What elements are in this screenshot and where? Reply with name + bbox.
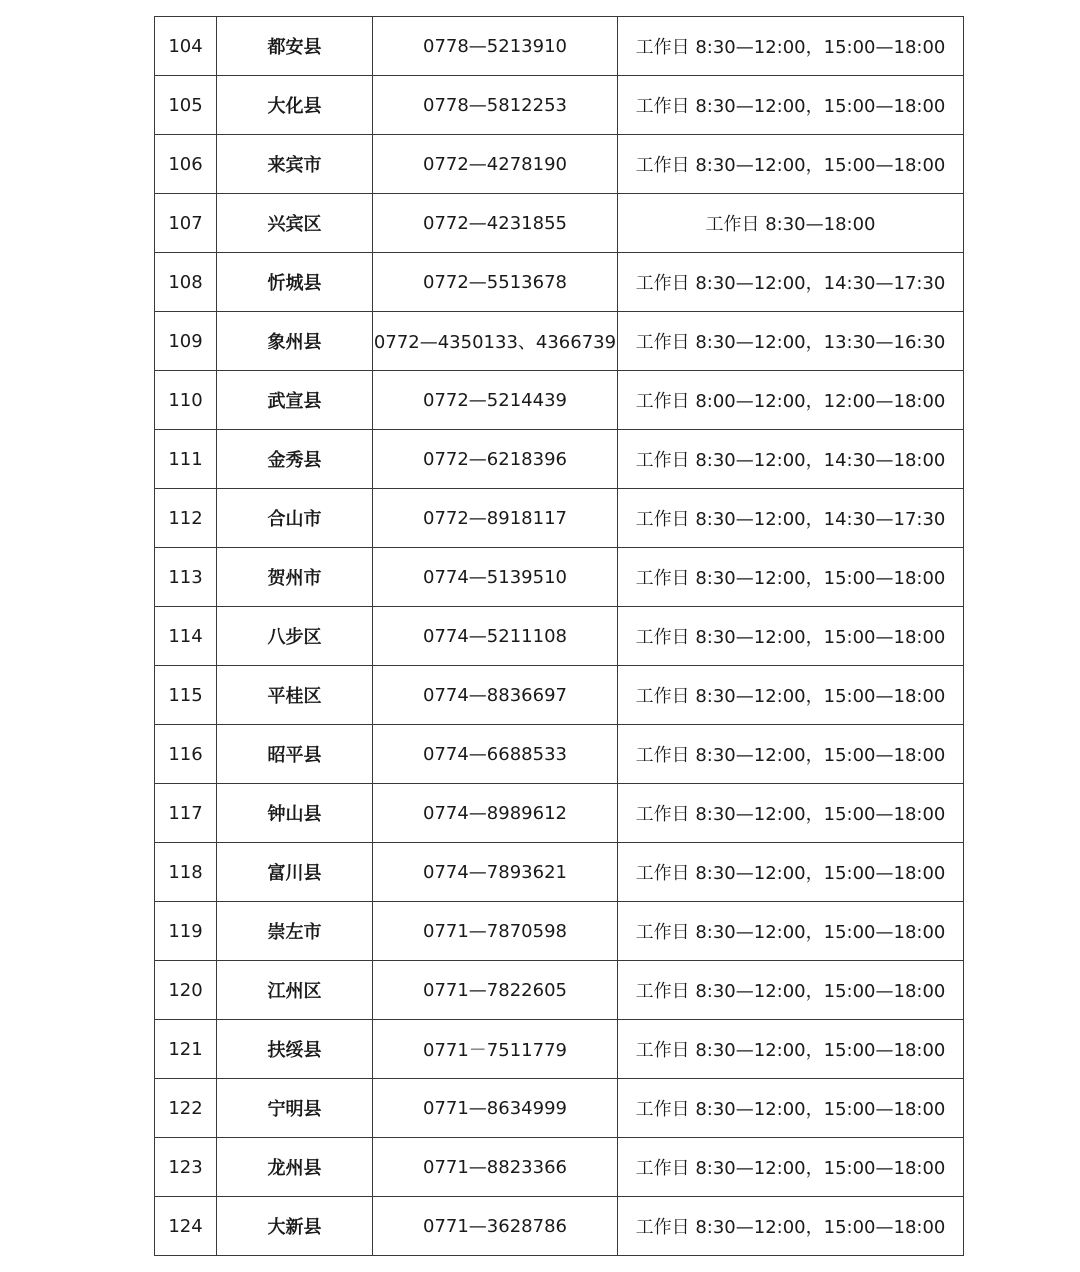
- phone-number: 0774—8836697: [373, 666, 618, 725]
- row-number: 118: [155, 843, 217, 902]
- phone-number: 0774—7893621: [373, 843, 618, 902]
- office-hours: 工作日 8:30—12:00，15:00—18:00: [618, 843, 964, 902]
- office-hours: 工作日 8:30—12:00，15:00—18:00: [618, 666, 964, 725]
- row-number: 121: [155, 1020, 217, 1079]
- table-row: [155, 1138, 964, 1197]
- region-name: 钟山县: [217, 784, 373, 843]
- region-name: 大化县: [217, 76, 373, 135]
- office-hours: 工作日 8:30—12:00，15:00—18:00: [618, 725, 964, 784]
- region-name: 来宾市: [217, 135, 373, 194]
- region-name: 江州区: [217, 961, 373, 1020]
- row-number: 110: [155, 371, 217, 430]
- phone-number: 0778—5812253: [373, 76, 618, 135]
- office-hours: 工作日 8:30—12:00，15:00—18:00: [618, 76, 964, 135]
- table-row: [155, 725, 964, 784]
- office-hours: 工作日 8:30—12:00，15:00—18:00: [618, 1079, 964, 1138]
- region-name: 富川县: [217, 843, 373, 902]
- region-name: 宁明县: [217, 1079, 373, 1138]
- row-number: 105: [155, 76, 217, 135]
- table-row: [155, 1020, 964, 1079]
- region-name: 忻城县: [217, 253, 373, 312]
- office-hours: 工作日 8:30—12:00，15:00—18:00: [618, 1020, 964, 1079]
- row-number: 120: [155, 961, 217, 1020]
- region-name: 金秀县: [217, 430, 373, 489]
- region-name: 平桂区: [217, 666, 373, 725]
- table-row: [155, 1079, 964, 1138]
- row-number: 124: [155, 1197, 217, 1256]
- table-row: [155, 312, 964, 371]
- row-number: 117: [155, 784, 217, 843]
- office-hours: 工作日 8:30—12:00，15:00—18:00: [618, 902, 964, 961]
- phone-number: 0772—5214439: [373, 371, 618, 430]
- region-name: 崇左市: [217, 902, 373, 961]
- table-row: [155, 135, 964, 194]
- region-name: 大新县: [217, 1197, 373, 1256]
- region-name: 兴宾区: [217, 194, 373, 253]
- region-name: 都安县: [217, 17, 373, 76]
- phone-number: 0771—8634999: [373, 1079, 618, 1138]
- phone-number: 0771—8823366: [373, 1138, 618, 1197]
- row-number: 115: [155, 666, 217, 725]
- phone-number: 0772—4231855: [373, 194, 618, 253]
- region-name: 昭平县: [217, 725, 373, 784]
- table-row: [155, 253, 964, 312]
- office-hours: 工作日 8:30—12:00，15:00—18:00: [618, 784, 964, 843]
- region-name: 武宣县: [217, 371, 373, 430]
- table-row: [155, 548, 964, 607]
- row-number: 113: [155, 548, 217, 607]
- region-name: 象州县: [217, 312, 373, 371]
- office-hours: 工作日 8:30—12:00，15:00—18:00: [618, 961, 964, 1020]
- phone-number: 0774—5211108: [373, 607, 618, 666]
- contact-table-container: [154, 16, 963, 1256]
- office-hours: 工作日 8:30—18:00: [618, 194, 964, 253]
- phone-number: 0772—8918117: [373, 489, 618, 548]
- phone-number: 0774—8989612: [373, 784, 618, 843]
- region-name: 八步区: [217, 607, 373, 666]
- row-number: 114: [155, 607, 217, 666]
- table-row: [155, 666, 964, 725]
- table-row: [155, 489, 964, 548]
- table-row: [155, 430, 964, 489]
- phone-number: 0771—7822605: [373, 961, 618, 1020]
- phone-number: 0774—6688533: [373, 725, 618, 784]
- region-name: 贺州市: [217, 548, 373, 607]
- table-row: [155, 1197, 964, 1256]
- office-hours: 工作日 8:30—12:00，15:00—18:00: [618, 135, 964, 194]
- phone-number: 0772—5513678: [373, 253, 618, 312]
- office-hours: 工作日 8:30—12:00，15:00—18:00: [618, 548, 964, 607]
- phone-number: 0772—4278190: [373, 135, 618, 194]
- table-row: [155, 76, 964, 135]
- office-hours: 工作日 8:30—12:00，13:30—16:30: [618, 312, 964, 371]
- table-row: [155, 961, 964, 1020]
- region-name: 扶绥县: [217, 1020, 373, 1079]
- table-row: [155, 371, 964, 430]
- phone-number: 0774—5139510: [373, 548, 618, 607]
- table-row: [155, 902, 964, 961]
- row-number: 116: [155, 725, 217, 784]
- table-row: [155, 194, 964, 253]
- phone-number: 0778—5213910: [373, 17, 618, 76]
- row-number: 109: [155, 312, 217, 371]
- phone-number: 0772—4350133、4366739: [373, 312, 618, 371]
- office-hours: 工作日 8:30—12:00，15:00—18:00: [618, 1138, 964, 1197]
- phone-number: 0771—3628786: [373, 1197, 618, 1256]
- contact-table-body: [155, 17, 964, 1256]
- row-number: 122: [155, 1079, 217, 1138]
- office-hours: 工作日 8:30—12:00，14:30—18:00: [618, 430, 964, 489]
- contact-table: [154, 16, 964, 1256]
- office-hours: 工作日 8:30—12:00，15:00—18:00: [618, 607, 964, 666]
- phone-number: 0771－7511779: [373, 1020, 618, 1079]
- phone-number: 0771—7870598: [373, 902, 618, 961]
- office-hours: 工作日 8:30—12:00，14:30—17:30: [618, 489, 964, 548]
- row-number: 123: [155, 1138, 217, 1197]
- row-number: 108: [155, 253, 217, 312]
- phone-number: 0772—6218396: [373, 430, 618, 489]
- office-hours: 工作日 8:30—12:00，15:00—18:00: [618, 17, 964, 76]
- table-row: [155, 843, 964, 902]
- row-number: 111: [155, 430, 217, 489]
- table-row: [155, 17, 964, 76]
- row-number: 106: [155, 135, 217, 194]
- office-hours: 工作日 8:00—12:00，12:00—18:00: [618, 371, 964, 430]
- office-hours: 工作日 8:30—12:00，15:00—18:00: [618, 1197, 964, 1256]
- office-hours: 工作日 8:30—12:00，14:30—17:30: [618, 253, 964, 312]
- table-row: [155, 784, 964, 843]
- row-number: 119: [155, 902, 217, 961]
- row-number: 104: [155, 17, 217, 76]
- row-number: 112: [155, 489, 217, 548]
- table-row: [155, 607, 964, 666]
- region-name: 龙州县: [217, 1138, 373, 1197]
- row-number: 107: [155, 194, 217, 253]
- region-name: 合山市: [217, 489, 373, 548]
